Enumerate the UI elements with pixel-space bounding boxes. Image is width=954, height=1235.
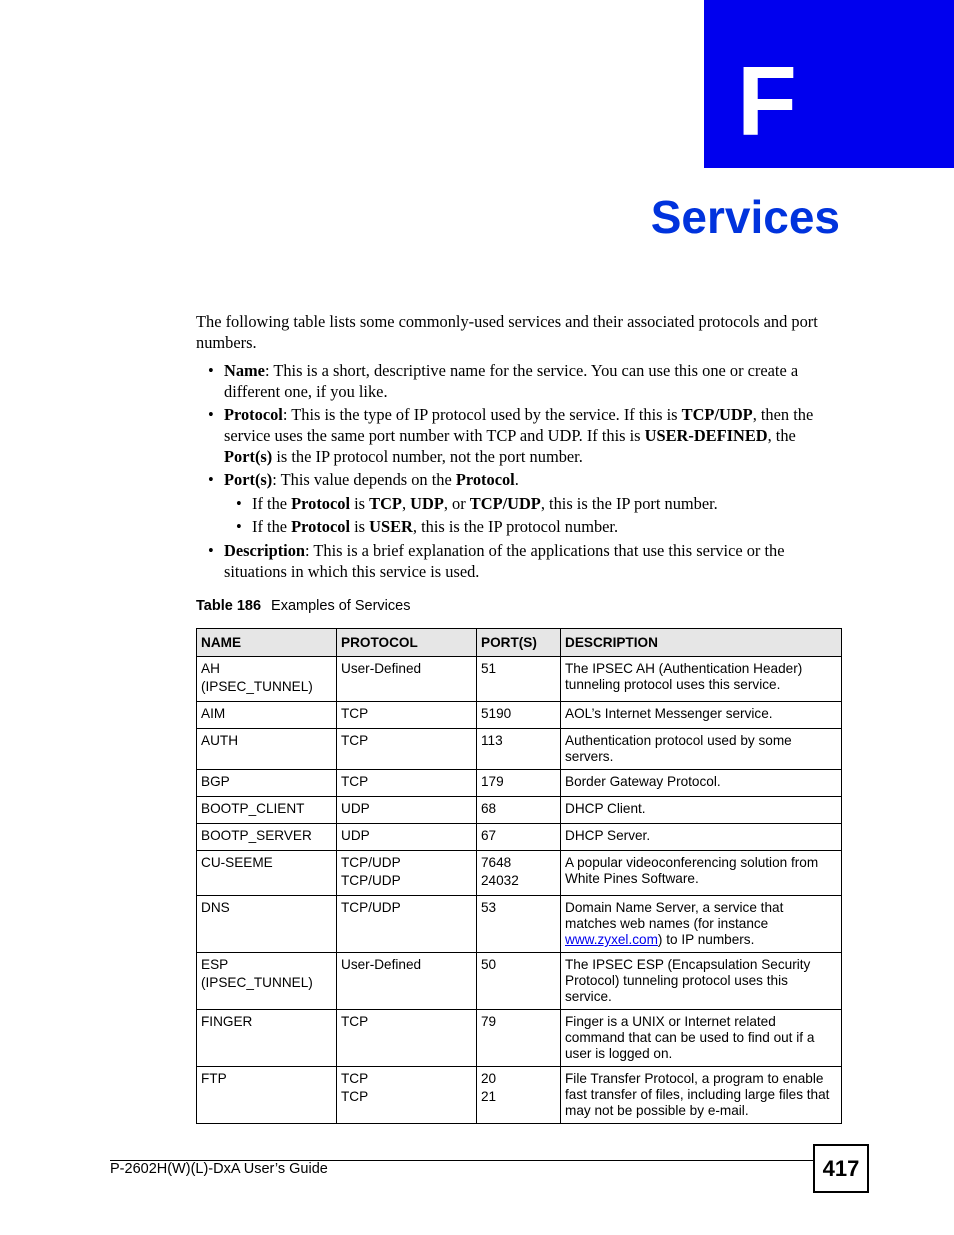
cell-protocol [337,729,477,770]
text: : This value depends on the [272,470,456,489]
cell-protocol [337,770,477,797]
text: is [350,517,370,536]
cell-protocol-line: TCP [341,1089,369,1104]
table-row [197,824,842,851]
cell-protocol [337,657,477,702]
text: : This is the type of IP protocol used by the service. If this is [282,405,682,424]
cell-description: File Transfer Protocol, a program to enable fast transfer of files, including large files that may not be possible by e-mail. [561,1067,842,1124]
cell-description: AOL’s Internet Messenger service. [561,702,842,729]
cell-ports [477,702,561,729]
cell-protocol-line: UDP [341,828,370,843]
sub-bullet-tcp-udp [224,493,846,514]
cell-name-line: ESP [201,957,229,972]
cell-ports-line: 7648 [481,855,512,870]
cell-ports-line: 21 [481,1089,497,1104]
chapter-letter: F [737,46,797,156]
bullet-name [196,360,846,402]
cell-protocol-line: UDP [341,801,370,816]
term: Port(s) [224,470,273,489]
footer-guide-title: P-2602H(W)(L)-DxA User’s Guide [110,1161,328,1177]
table-header-row [197,629,842,657]
cell-ports [477,896,561,953]
table-row [197,953,842,1010]
table-row [197,896,842,953]
cell-name-line: AUTH [201,733,239,748]
cell-name [197,770,337,797]
services-table [196,628,842,1124]
table-row [197,797,842,824]
cell-name [197,729,337,770]
text: : This is a short, descriptive name for the service. You can use this one or create a different one, if you like. [224,361,799,401]
field-definitions-list [196,360,846,584]
table-caption-label: Table 186 [196,598,262,614]
cell-ports-line: 68 [481,801,497,816]
cell-name [197,851,337,896]
text: is the IP protocol number, not the port number. [272,447,583,466]
text: , then the service uses the same port number with TCP and UDP. If this is [224,405,814,445]
cell-ports-line: 179 [481,774,504,789]
cell-protocol-line: TCP [341,706,369,721]
intro-paragraph: The following table lists some commonly-used services and their associated protocols and port numbers. [196,312,818,352]
text: is [350,494,370,513]
bold: TCP/UDP [681,405,753,424]
description-text: Domain Name Server, a service that matches web names (for instance [565,900,784,931]
cell-description: DHCP Client. [561,797,842,824]
text: , this is the IP port number. [540,494,718,513]
cell-protocol-line: TCP/UDP [341,900,401,915]
cell-name-line: FTP [201,1071,227,1086]
table-caption-text: Examples of Services [271,598,411,614]
cell-name [197,657,337,702]
cell-protocol-line: User-Defined [341,957,422,972]
cell-ports-line: 20 [481,1071,497,1086]
cell-ports [477,770,561,797]
cell-name [197,797,337,824]
cell-ports [477,1067,561,1124]
text: , the [767,426,796,445]
cell-name [197,824,337,851]
cell-ports-line: 50 [481,957,497,972]
cell-protocol [337,1067,477,1124]
cell-ports-line: 79 [481,1014,497,1029]
cell-name [197,953,337,1010]
cell-protocol-line: TCP/UDP [341,855,401,870]
cell-protocol [337,702,477,729]
text: If the [252,494,292,513]
description-text: ) to IP numbers. [657,932,755,947]
cell-protocol-line: TCP [341,1014,369,1029]
table-row [197,1010,842,1067]
cell-protocol-line: TCP/UDP [341,873,401,888]
cell-ports [477,851,561,896]
cell-name-line: (IPSEC_TUNNEL) [201,975,313,990]
cell-protocol [337,1010,477,1067]
cell-name-line: DNS [201,900,230,915]
cell-protocol-line: TCP [341,733,369,748]
text: If the [252,517,292,536]
bold: Protocol [291,494,351,513]
ports-sublist [224,493,846,537]
term: Protocol [224,405,283,424]
cell-description [561,896,842,953]
cell-protocol-line: TCP [341,774,369,789]
bold: Protocol [455,470,515,489]
cell-name-line: BOOTP_CLIENT [201,801,305,816]
cell-protocol [337,851,477,896]
cell-ports-line: 67 [481,828,497,843]
table-row [197,1067,842,1124]
term: Description [224,541,306,560]
cell-name-line: AIM [201,706,226,721]
cell-ports [477,729,561,770]
text: , this is the IP protocol number. [412,517,619,536]
page-number: 417 [813,1144,869,1193]
header-ports: PORT(S) [477,629,561,657]
cell-protocol [337,953,477,1010]
cell-ports-line: 53 [481,900,497,915]
cell-name-line: AH [201,661,220,676]
cell-ports [477,953,561,1010]
table-row [197,657,842,702]
cell-ports [477,797,561,824]
header-description: DESCRIPTION [561,629,842,657]
bold: TCP/UDP [469,494,541,513]
cell-ports [477,824,561,851]
header-name: NAME [197,629,337,657]
cell-name-line: CU-SEEME [201,855,273,870]
cell-ports-line: 24032 [481,873,519,888]
cell-ports-line: 113 [481,733,503,748]
text: : This is a brief explanation of the applications that use this service or the situations in which this service is used. [224,541,785,581]
zyxel-link[interactable]: www.zyxel.com [565,932,658,947]
cell-name [197,1067,337,1124]
cell-name [197,702,337,729]
cell-description: Finger is a UNIX or Internet related command that can be used to find out if a user is logged on. [561,1010,842,1067]
text: . [514,470,519,489]
text: , or [443,494,470,513]
cell-protocol [337,797,477,824]
bullet-description [196,540,846,582]
cell-description: A popular videoconferencing solution from White Pines Software. [561,851,842,896]
header-protocol: PROTOCOL [337,629,477,657]
cell-ports-line: 51 [481,661,497,676]
cell-name-line: BOOTP_SERVER [201,828,312,843]
cell-description: DHCP Server. [561,824,842,851]
bold: USER [369,517,413,536]
cell-description: The IPSEC AH (Authentication Header) tunneling protocol uses this service. [561,657,842,702]
chapter-letter-box [704,0,954,168]
bullet-ports [196,469,846,537]
cell-description: Authentication protocol used by some servers. [561,729,842,770]
cell-protocol [337,896,477,953]
table-row [197,770,842,797]
cell-name-line: BGP [201,774,230,789]
page-title: Services [650,191,840,243]
cell-name [197,1010,337,1067]
bold: Protocol [291,517,351,536]
table-row [197,702,842,729]
sub-bullet-user [224,516,846,537]
cell-name-line: FINGER [201,1014,253,1029]
cell-ports-line: 5190 [481,706,512,721]
cell-name-line: (IPSEC_TUNNEL) [201,679,313,694]
term: Name [224,361,265,380]
cell-protocol [337,824,477,851]
table-row [197,729,842,770]
cell-ports [477,657,561,702]
cell-protocol-line: User-Defined [341,661,422,676]
bold: TCP [369,494,402,513]
bold: UDP [410,494,444,513]
text: , [401,494,411,513]
cell-description: Border Gateway Protocol. [561,770,842,797]
table-row [197,851,842,896]
cell-ports [477,1010,561,1067]
bold: Port(s) [224,447,273,466]
cell-protocol-line: TCP [341,1071,369,1086]
bullet-protocol [196,404,846,467]
cell-name [197,896,337,953]
table-caption [196,598,410,614]
table-body [197,657,842,1124]
bold: USER-DEFINED [644,426,768,445]
cell-description: The IPSEC ESP (Encapsulation Security Protocol) tunneling protocol uses this service. [561,953,842,1010]
